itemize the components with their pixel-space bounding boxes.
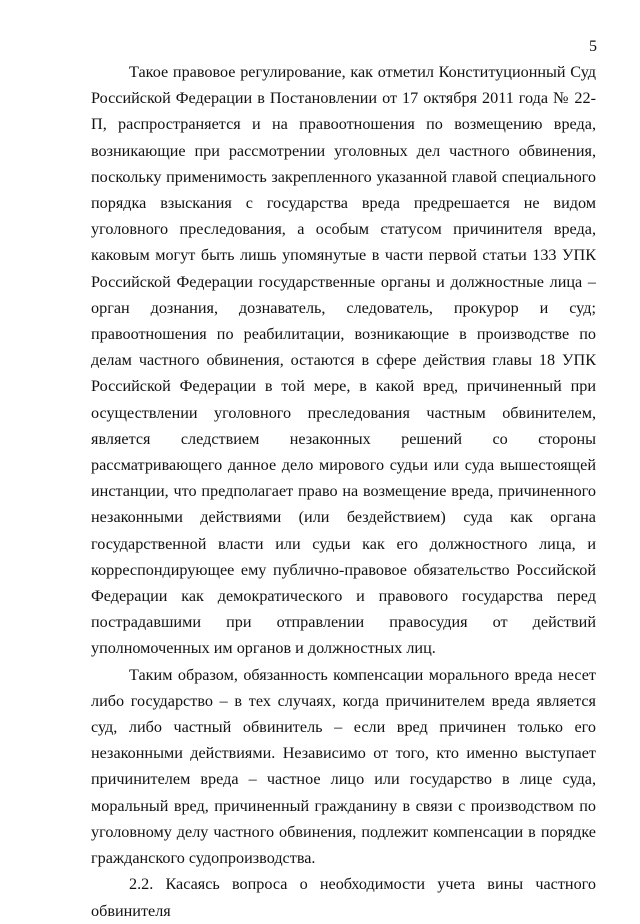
page-number: 5 <box>589 38 597 55</box>
paragraph-2: Таким образом, обязанность компенсации морального вреда несет либо государство – в тех случаях, когда причинителем вреда является суд, либо частный обвинитель – если вред причинен только его незаконными действиями. Независимо от того, кто именно выступает причинителем вреда – частное лицо или государство в лице суда, моральный вред, причиненный гражданину в связи с производством по уголовному делу частного обвинения, подлежит компенсации в порядке гражданского судопроизводства. <box>91 665 596 868</box>
paragraph-3: 2.2. Касаясь вопроса о необходимости учета вины частного обвинителя <box>91 875 596 920</box>
document-body <box>91 59 596 924</box>
paragraph-1: Такое правовое регулирование, как отметил Конституционный Суд Российской Федерации в Постановлении от 17 октября 2011 года № 22-П, распространяется и на правоотношения по возмещению вреда, возникающие при рассмотрении уголовных дел частного обвинения, поскольку применимость закрепленного указанной главой специального порядка взыскания с государства вреда предрешается не видом уголовного преследования, а особым статусом причинителя вреда, каковым могут быть лишь упомянутые в части первой статьи 133 УПК Российской Федерации государственные органы и должностные лица – орган дознания, дознаватель, следователь, прокурор и суд; правоотношения по реабилитации, возникающие в производстве по делам частного обвинения, остаются в сфере действия главы 18 УПК Российской Федерации в той мере, в какой вред, причиненный при осуществлении уголовного преследования частным обвинителем, является следствием незаконных решений со стороны рассматривающего данное дело мирового судьи или суда вышестоящей инстанции, что предполагает право на возмещение вреда, причиненного незаконными действиями (или бездействием) суда как органа государственной власти или судьи как его должностного лица, и корреспондирующее ему публично-правовое обязательство Российской Федерации как демократического и правового государства перед пострадавшими при отправлении правосудия от действий уполномоченных им органов и должностных лиц. <box>91 63 596 658</box>
